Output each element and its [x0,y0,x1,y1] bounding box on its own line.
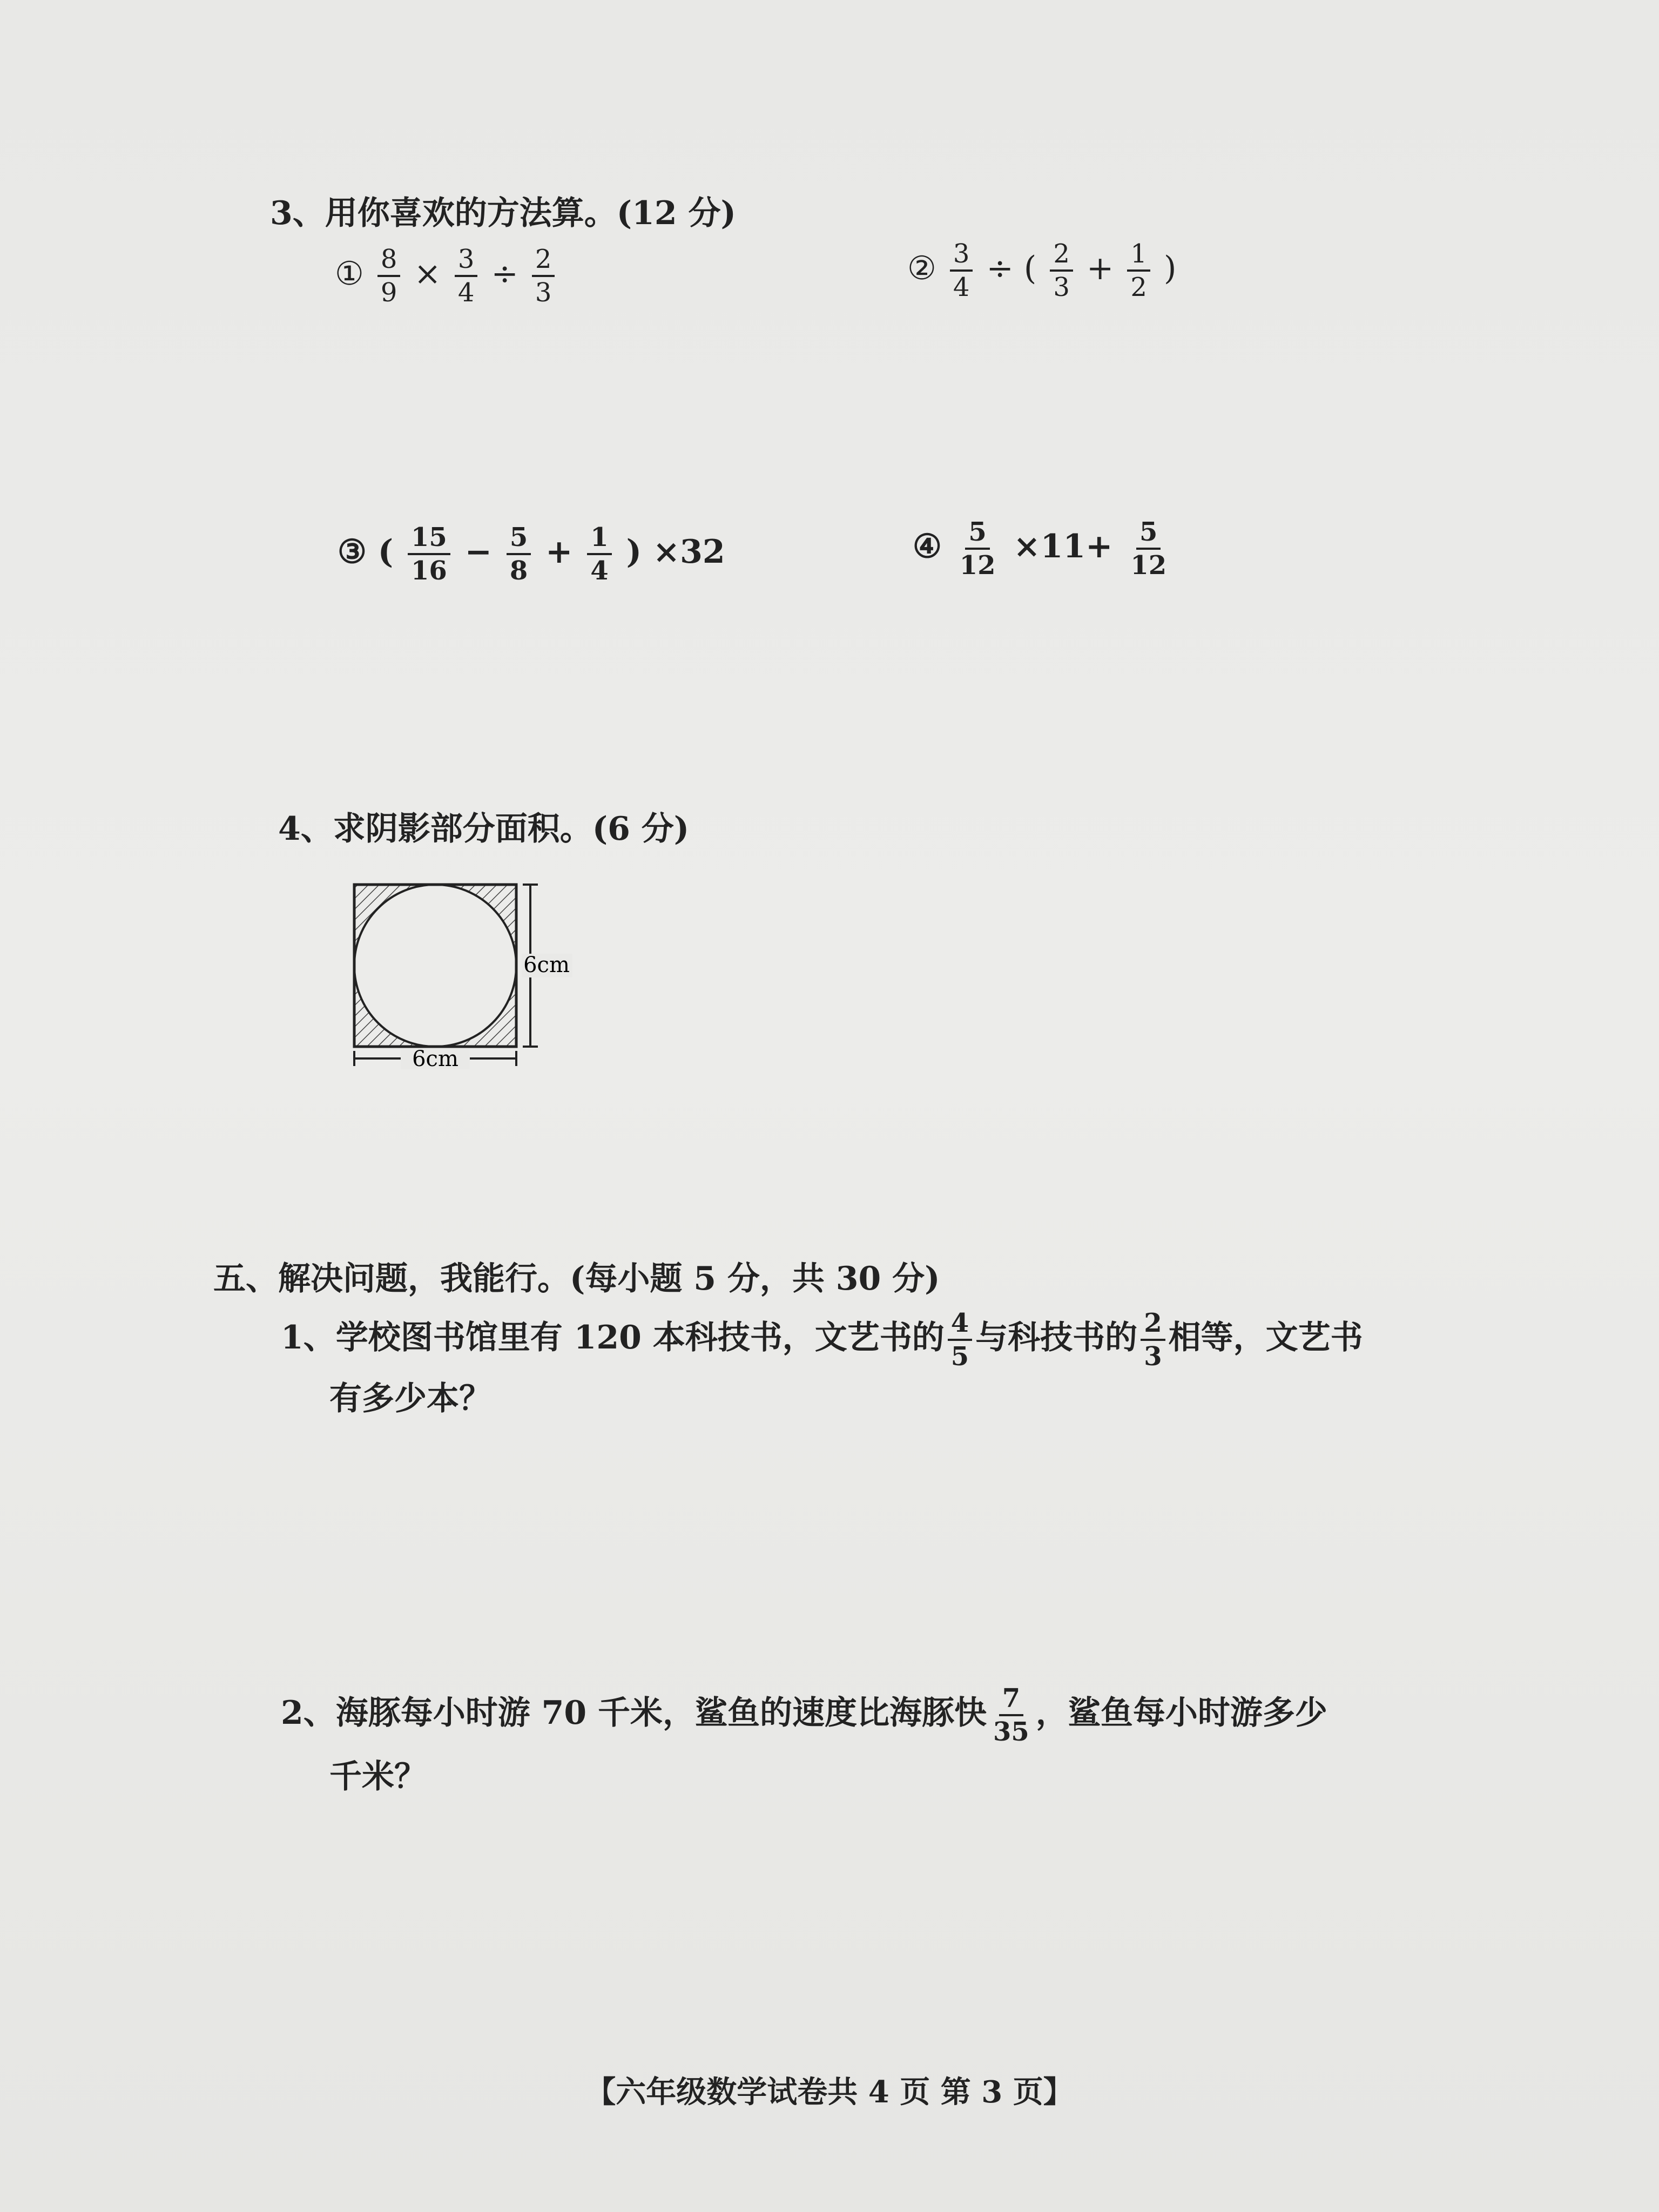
fraction: $\frac{5}{12}$ [1130,517,1167,581]
q3-item-2 [907,240,1176,301]
fraction: $\frac{1}{4}$ [587,524,611,585]
problem-text: ，鲨鱼每小时游多少 [1035,1694,1327,1732]
fraction: $\frac{4}{5}$ [948,1310,972,1371]
fraction: $\frac{8}{9}$ [377,246,401,307]
item-number: ① [335,254,364,293]
item-number: ② [907,249,936,287]
problem-text: 2、海豚每小时游 70 千米，鲨鱼的速度比海豚快 [281,1694,987,1732]
problem-text: 相等，文艺书 [1168,1318,1363,1357]
operator: ) [1163,249,1177,287]
fraction: $\frac{1}{2}$ [1127,240,1150,301]
operator: ) ×32 [626,532,725,571]
q3-item-4 [913,518,1173,579]
problem-text: 1、学校图书馆里有 120 本科技书，文艺书的 [281,1318,945,1357]
fraction: $\frac{2}{3}$ [532,246,555,307]
q3-item-1 [335,246,558,307]
fraction: $\frac{3}{4}$ [455,246,478,307]
item-number: ③ [338,532,367,571]
operator: ×11+ [1013,527,1113,565]
fraction: $\frac{2}{3}$ [1141,1310,1165,1371]
problem-text: 与科技书的 [975,1318,1138,1357]
problem-2-line-2: 千米？ [329,1758,427,1796]
bottom-dimension-label: 6cm [412,1047,458,1071]
operator: − [464,532,492,571]
operator: + [1086,249,1114,287]
fraction: $\frac{15}{16}$ [408,524,450,585]
section5-heading: 五、解决问题，我能行。(每小题 5 分，共 30 分) [213,1260,940,1298]
q3-heading: 3、用你喜欢的方法算。(12 分) [270,194,736,232]
operator: × [414,254,441,293]
fraction: $\frac{3}{4}$ [950,240,973,301]
fraction: $\frac{5}{12}$ [959,517,996,581]
page-footer: 【六年级数学试卷共 4 页 第 3 页】 [585,2074,1074,2110]
problem-1-line-2: 有多少本？ [329,1380,491,1418]
item-number: ④ [913,527,942,565]
problem-2-line-1 [281,1685,1327,1746]
side-dimension-label: 6cm [523,953,570,977]
operator: + [545,532,573,571]
operator: ÷ ( [986,249,1037,287]
fraction: $\frac{7}{35}$ [993,1683,1029,1748]
operator: ÷ [491,254,518,293]
operator: ( [377,532,394,571]
fraction: $\frac{2}{3}$ [1050,240,1073,301]
q4-heading: 4、求阴影部分面积。(6 分) [278,810,690,848]
q3-item-3 [338,524,725,585]
fraction: $\frac{5}{8}$ [507,524,531,585]
problem-1-line-1 [281,1310,1363,1371]
shaded-square-figure [346,875,572,1080]
